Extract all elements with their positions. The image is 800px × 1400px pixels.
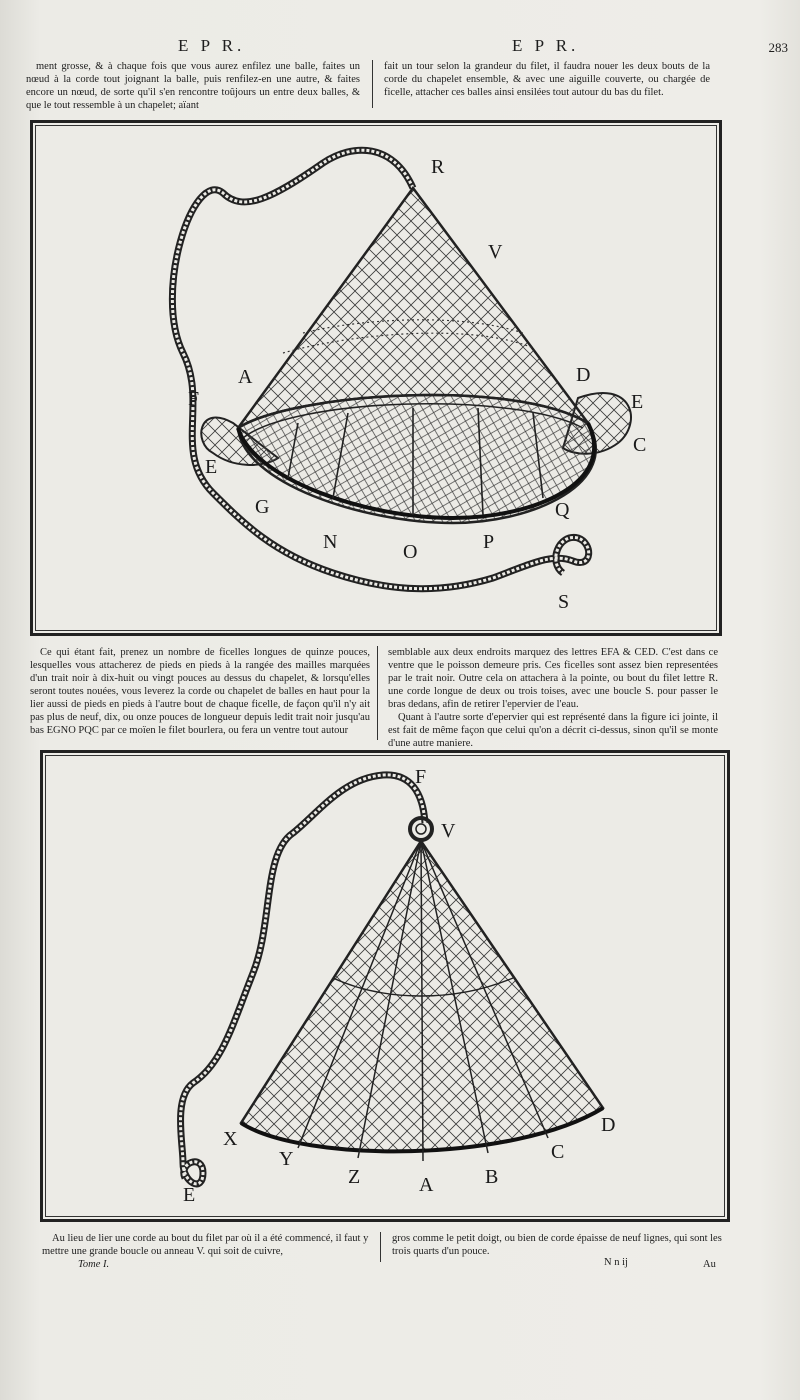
- top-text-left: ment grosse, & à chaque fois que vous aurez enfilez une balle, faites un nœud à la corde tout joignant la balle, puis renfilez-en une autre, & faites encore un nœud, de sorte qu'il s'en rencontre toûjours un entre deux balles, & que le tout ressemble à un chapelet; aïant: [26, 61, 360, 111]
- signature-mark: N n ij: [604, 1257, 628, 1268]
- figure2-label-d: D: [601, 1114, 616, 1136]
- figure1-label-q: Q: [555, 499, 570, 521]
- figure1-label-o: O: [403, 541, 418, 563]
- running-head-left: E P R.: [178, 36, 246, 55]
- catchword: Au: [703, 1259, 716, 1270]
- figure1-label-c: C: [633, 434, 647, 456]
- bottom-text-left: Au lieu de lier une corde au bout du filet par où il a été commencé, il faut y mettre une grande boucle ou anneau V. qui soit de cuivre,: [42, 1233, 369, 1257]
- figure-2-drawing: [43, 753, 727, 1219]
- figure2-label-x: X: [223, 1128, 238, 1150]
- figure2-label-y: Y: [279, 1148, 294, 1170]
- mid-text-right: semblable aux deux endroits marquez des lettres EFA & CED. C'est dans ce ventre que le poisson demeure pris. Ces ficelles sont assez bien representées par le trait noir. Outre cela on attachera à la pointe, ou bout du filet lettre R. une corde longue de deux ou trois toises, avec une boucle S. pour passer le bras dedans, afin de retirer l'epervier de l'eau. Quant à l'autre sorte d'epervier qui est représenté dans la figure ici jointe, il est fait de même façon que celui qu'on a décrit ci-dessus, sinon qu'il se monte d'une autre maniere.: [388, 647, 718, 749]
- figure2-label-a: A: [419, 1174, 434, 1196]
- column-divider: [377, 646, 378, 740]
- page-number: 283: [768, 40, 788, 55]
- column-divider: [380, 1232, 381, 1262]
- figure1-label-e-right: E: [631, 391, 644, 413]
- figure1-label-d: D: [576, 364, 591, 386]
- figure-1-drawing: [33, 123, 719, 633]
- figure2-label-z: Z: [348, 1166, 361, 1188]
- mid-text-left: Ce qui étant fait, prenez un nombre de ficelles longues de quinze pouces, lesquelles vous attacherez de pieds en pieds à la rangée des mailles marquées d'un trait noir à dix-huit ou vingt pouces au dessus du chapelet, & lorsqu'elles seront toutes nouées, vous leverez la corde ou chapelet de balles en haut pour la lier aussi de pieds en pieds à l'autre bout de chaque ficelle, de façon qu'il n'y ait pas plus de neuf, dix, ou onze pouces de longueur depuis ledit trait noir jusqu'au bas EGNO PQC par ce moïen le filet bourlera, ou fera un ventre tout autour: [30, 647, 370, 736]
- tome-label: Tome I.: [78, 1259, 110, 1270]
- figure-2-frame: [40, 750, 730, 1222]
- column-divider: [372, 60, 373, 108]
- figure1-label-a: A: [238, 366, 253, 388]
- running-head-right: E P R.: [512, 36, 580, 55]
- figure1-label-v: V: [488, 241, 503, 263]
- figure1-label-f: F: [188, 388, 200, 410]
- figure2-label-v: V: [441, 820, 456, 842]
- figure1-label-s: S: [558, 591, 570, 613]
- figure1-label-p: P: [483, 531, 495, 553]
- figure1-label-e-left: E: [205, 456, 218, 478]
- top-text-right: fait un tour selon la grandeur du filet, il faudra nouer les deux bouts de la corde du chapelet ensemble, & avec une aiguille couverte, ou chargée de ficelle, attacher ces balles ainsi ensilées tout autour du bas du filet.: [384, 61, 710, 98]
- bottom-text-right: gros comme le petit doigt, ou bien de corde épaisse de neuf lignes, qui sont les trois quarts d'un pouce.: [392, 1233, 722, 1257]
- figure2-label-b: B: [485, 1166, 499, 1188]
- figure2-label-f: F: [415, 766, 427, 788]
- figure2-label-c: C: [551, 1141, 565, 1163]
- figure1-label-n: N: [323, 531, 338, 553]
- figure1-label-g: G: [255, 496, 270, 518]
- figure-1-frame: [30, 120, 722, 636]
- figure2-label-e: E: [183, 1184, 196, 1206]
- figure1-label-r: R: [431, 156, 445, 178]
